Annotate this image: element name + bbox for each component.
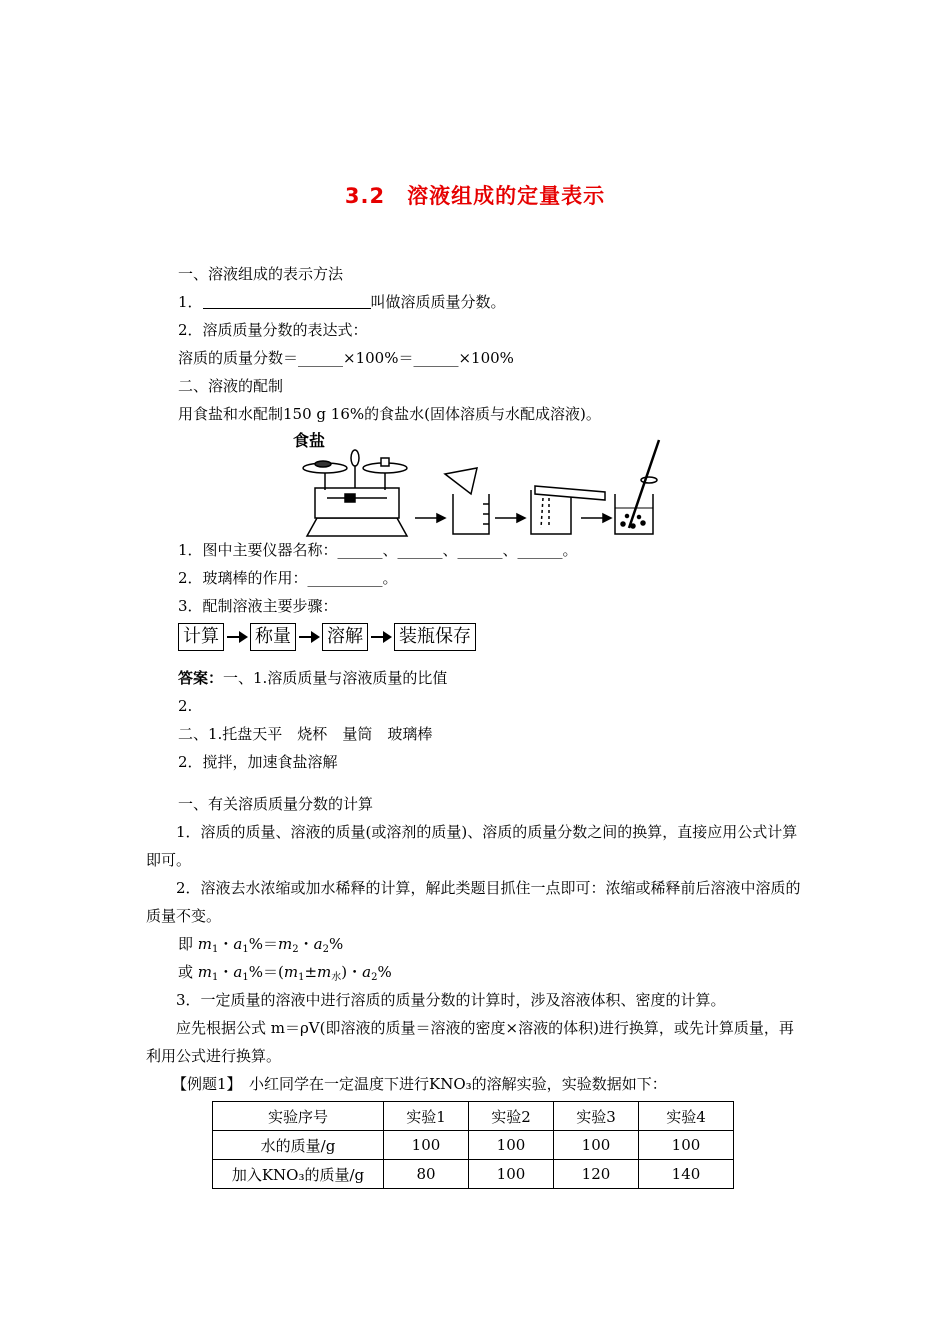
section2-heading: 二、溶液的配制 — [178, 377, 284, 395]
page-title: 3.2 溶液组成的定量表示 — [344, 184, 606, 208]
table-cell: 水的质量/g — [213, 1131, 384, 1160]
section1-item2: 2．溶质质量分数的表达式： — [178, 321, 368, 339]
table-cell: 120 — [554, 1160, 639, 1189]
table-header-cell: 实验1 — [384, 1102, 469, 1131]
table-cell: 100 — [469, 1131, 554, 1160]
experiment-table — [212, 1101, 734, 1189]
table-header-cell: 实验序号 — [213, 1102, 384, 1131]
step-calculate: 计算 — [178, 623, 224, 651]
table-cell: 140 — [639, 1160, 734, 1189]
calc-paragraph-1: 1．溶质的质量、溶液的质量(或溶剂的质量)、溶质的质量分数之间的换算，直接应用公式计算即可。 — [146, 823, 798, 869]
section2-q3: 3．配制溶液主要步骤： — [178, 597, 338, 615]
table-header-row — [213, 1102, 734, 1131]
calc-heading: 一、有关溶质质量分数的计算 — [178, 795, 374, 813]
calc-paragraph-3: 3．一定质量的溶液中进行溶质的质量分数的计算时，涉及溶液体积、密度的计算。 — [176, 991, 726, 1009]
table-header-cell: 实验2 — [469, 1102, 554, 1131]
fill-blank — [203, 292, 371, 309]
answer-line-3: 二、1.托盘天平 烧杯 量筒 玻璃棒 — [178, 725, 433, 743]
calc-paragraph-2: 2．溶液去水浓缩或加水稀释的计算，解此类题目抓住一点即可：浓缩或稀释前后溶液中溶质的质量不变。 — [146, 879, 801, 925]
section1-formula: 溶质的质量分数＝______×100%＝______×100% — [178, 349, 514, 367]
apparatus-figure — [285, 428, 665, 538]
section2-q1: 1．图中主要仪器名称：______、______、______、______。 — [178, 541, 578, 559]
apparatus-drawing — [285, 428, 665, 538]
table-cell: 80 — [384, 1160, 469, 1189]
answer-label: 答案： — [178, 669, 224, 687]
arrow-right-icon — [296, 624, 322, 650]
answer-line-1: 答案：一、1.溶质质量与溶液质量的比值 — [178, 669, 448, 687]
table-row — [213, 1131, 734, 1160]
table-cell: 100 — [639, 1131, 734, 1160]
table-cell: 100 — [554, 1131, 639, 1160]
step-dissolve: 溶解 — [322, 623, 368, 651]
table-header-cell: 实验3 — [554, 1102, 639, 1131]
answer-line-4: 2．搅拌，加速食盐溶解 — [178, 753, 338, 771]
answer-line-2: 2. — [178, 697, 193, 715]
calc-paragraph-4: 应先根据公式 m＝ρV(即溶液的质量＝溶液的密度×溶液的体积)进行换算，或先计算质量，再利用公式进行换算。 — [146, 1019, 794, 1065]
table-row — [213, 1160, 734, 1189]
example-1: 【例题1】 小红同学在一定温度下进行KNO₃的溶解实验，实验数据如下： — [172, 1075, 667, 1093]
step-bottle: 装瓶保存 — [394, 623, 476, 651]
section2-intro: 用食盐和水配制150 g 16%的食盐水(固体溶质与水配成溶液)。 — [178, 405, 601, 423]
arrow-right-icon — [368, 624, 394, 650]
table-cell: 100 — [469, 1160, 554, 1189]
step-weigh: 称量 — [250, 623, 296, 651]
table-cell: 100 — [384, 1131, 469, 1160]
section1-heading: 一、溶液组成的表示方法 — [178, 265, 344, 283]
equation-2: 或 $m_1$・$a_1\%=(m_1\pm m_水)$・$a_2\%$ — [178, 963, 392, 983]
steps-flow — [178, 622, 476, 652]
table-header-cell: 实验4 — [639, 1102, 734, 1131]
section2-q2: 2．玻璃棒的作用：__________。 — [178, 569, 398, 587]
equation-1: 即 $m_1$・$a_1\%=m_2$・$a_2\%$ — [178, 935, 344, 955]
section1-item1: 1． 叫做溶质质量分数。 — [178, 293, 506, 311]
arrow-right-icon — [224, 624, 250, 650]
salt-label: 食盐 — [293, 431, 326, 450]
table-cell: 加入KNO₃的质量/g — [213, 1160, 384, 1189]
